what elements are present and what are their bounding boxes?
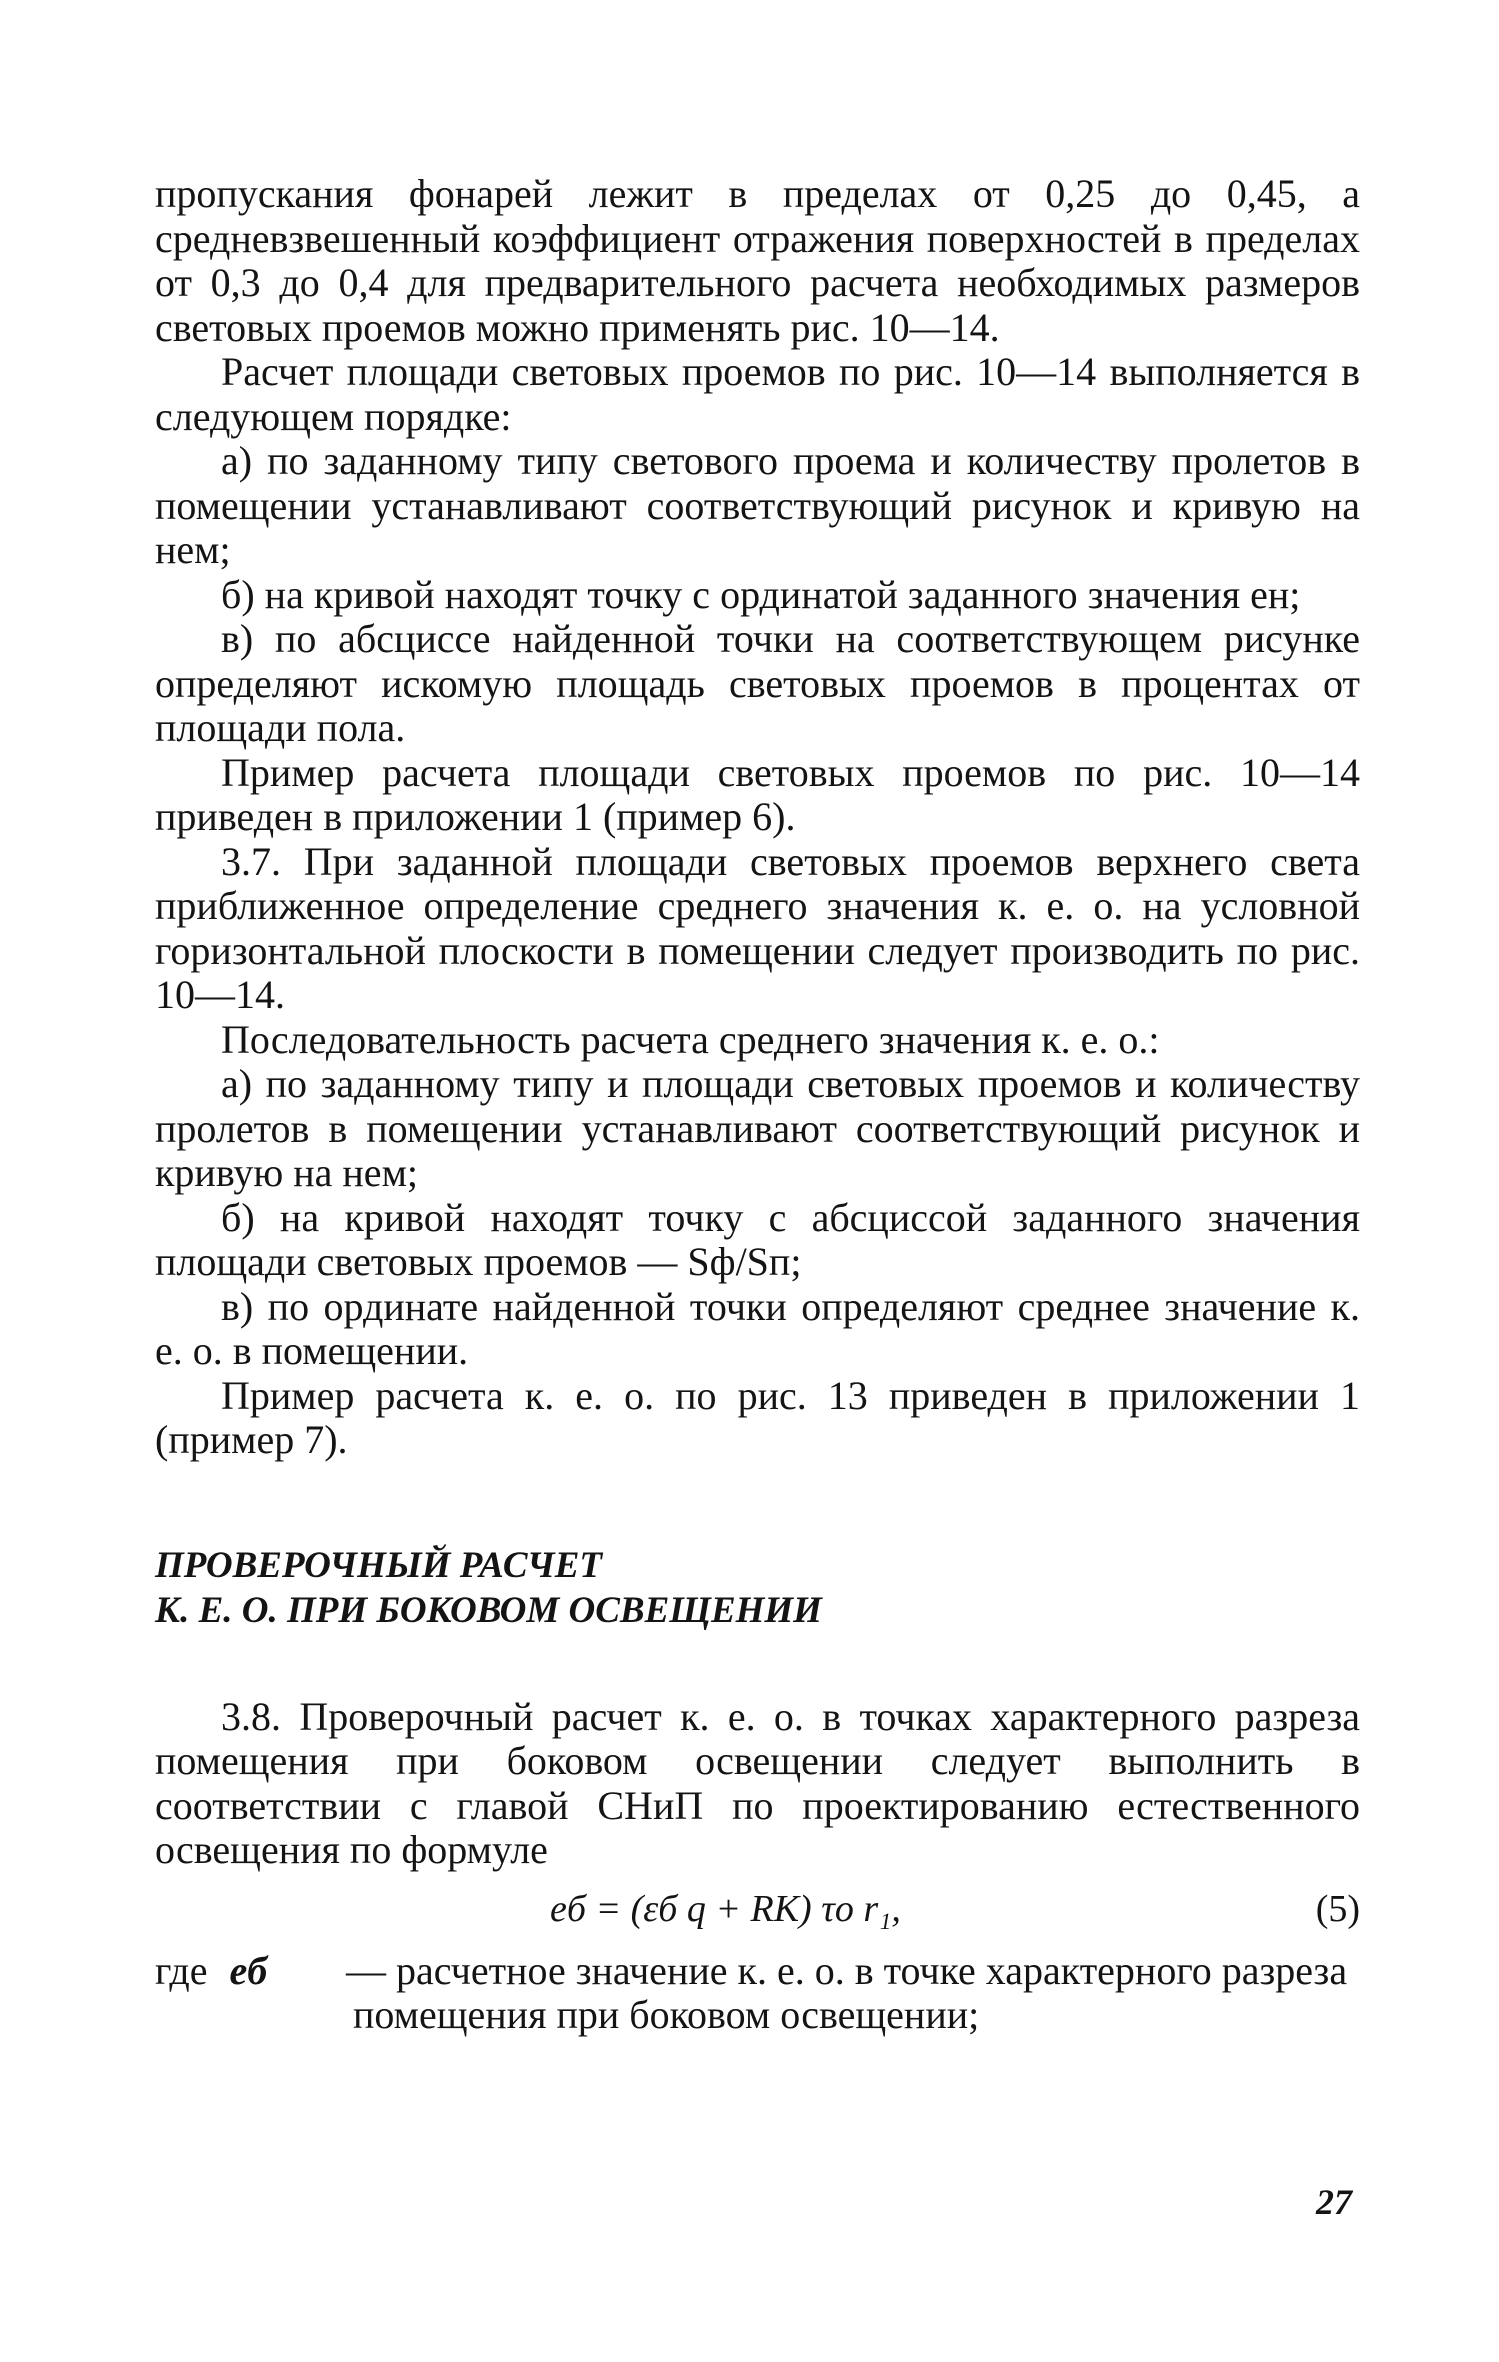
list-item: а) по заданному типу светового проема и количеству пролетов в помещении устанавливают соответствующий рисунок и кривую на нем; — [155, 438, 1360, 572]
list-item: а) по заданному типу и площади световых проемов и количеству пролетов в помещении устанавливают соответствующий рисунок и кривую на нем; — [155, 1061, 1360, 1195]
section-heading-line: К. Е. О. ПРИ БОКОВОМ ОСВЕЩЕНИИ — [155, 1589, 822, 1631]
list-item: в) по абсциссе найденной точки на соответствующем рисунке определяют искомую площадь световых проемов в процентах от площади пола. — [155, 616, 1360, 750]
definition-label: где eб — [155, 1947, 268, 1993]
section-heading-line: ПРОВЕРОЧНЫЙ РАСЧЕТ — [155, 1544, 602, 1586]
paragraph: пропускания фонарей лежит в пределах от 0,25 до 0,45, а средневзвешенный коэффициент отражения поверхностей в пределах от 0,3 до 0,4 для предварительного расчета необходимых размеров световых проемов можно применять рис. 10—14. — [155, 171, 1360, 350]
formula — [155, 1879, 1360, 1941]
definition-text: — расчетное значение к. е. о. в точке характерного разреза помещения при боковом освещении; — [346, 1947, 1348, 2037]
paragraph: Последовательность расчета среднего значения к. е. о.: — [221, 1016, 1160, 1062]
paragraph: 3.7. При заданной площади световых проемов верхнего света приближенное определение среднего значения к. е. о. на условной горизонтальной плоскости в помещении следует производить по рис. 10—14. — [155, 838, 1360, 1017]
section-heading — [155, 1543, 1360, 1633]
page-number: 27 — [1316, 2182, 1352, 2222]
page-body — [155, 172, 1360, 2038]
paragraph: Пример расчета площади световых проемов по рис. 10—14 приведен в приложении 1 (пример 6). — [155, 749, 1360, 839]
paragraph: Расчет площади световых проемов по рис. 10—14 выполняется в следующем порядке: — [155, 349, 1360, 439]
paragraph: 3.8. Проверочный расчет к. е. о. в точках характерного разреза помещения при боковом освещении следует выполнить в соответствии с главой СНиП по проектированию естественного освещения по формуле — [155, 1693, 1360, 1872]
definition — [155, 1949, 1360, 2038]
formula-expression: eб = (εб q + RK) τо r₁, — [550, 1887, 901, 1930]
formula-number: (5) — [1315, 1887, 1360, 1930]
list-item: в) по ординате найденной точки определяют среднее значение к. е. о. в помещении. — [155, 1283, 1360, 1373]
list-item: б) на кривой находят точку с ординатой заданного значения eн; — [221, 571, 1301, 617]
definition-symbol: eб — [229, 1947, 268, 1993]
list-item: б) на кривой находят точку с абсциссой заданного значения площади световых проемов — Sф/Sп; — [155, 1194, 1360, 1284]
paragraph: Пример расчета к. е. о. по рис. 13 приведен в приложении 1 (пример 7). — [155, 1372, 1360, 1462]
